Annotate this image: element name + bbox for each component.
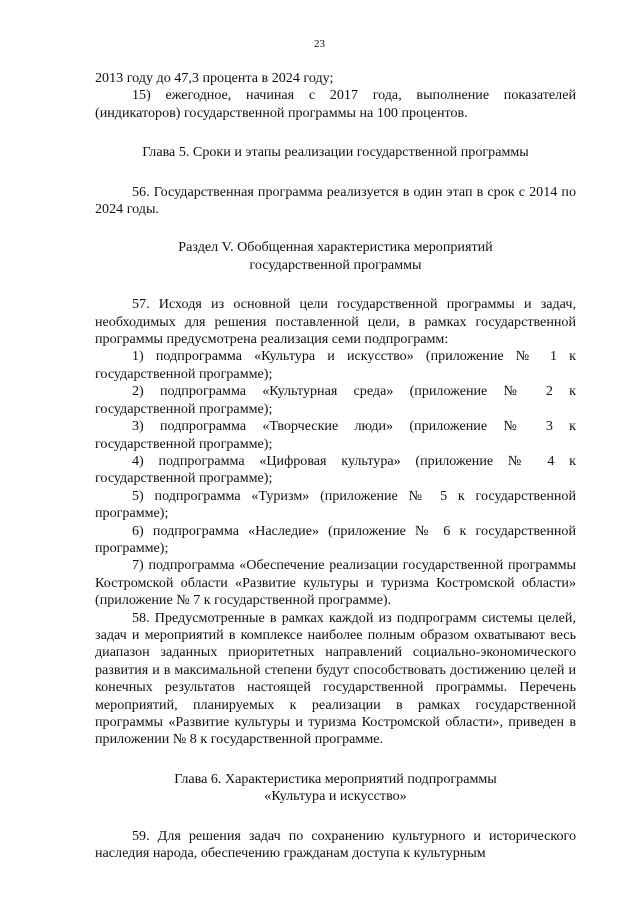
- paragraph-59: 59. Для решения задач по сохранению культурного и исторического наследия народа, обеспечению гражданам доступа к культурным: [95, 827, 576, 862]
- list-item-5: 5) подпрограмма «Туризм» (приложение № 5 к государственной программе);: [95, 487, 576, 522]
- paragraph-56: 56. Государственная программа реализуется в один этап в срок с 2014 по 2024 годы.: [95, 183, 576, 218]
- page-number: 23: [314, 38, 325, 50]
- list-item-6: 6) подпрограмма «Наследие» (приложение № 6 к государственной программе);: [95, 522, 576, 556]
- list-item-1: 1) подпрограмма «Культура и искусство» (приложение № 1 к государственной программе);: [95, 348, 576, 382]
- section-v-heading-line-2: государственной программы: [249, 256, 422, 273]
- list-item-4: 4) подпрограмма «Цифровая культура» (приложение № 4 к государственной программе);: [95, 452, 576, 487]
- paragraph-58: 58. Предусмотренные в рамках каждой из подпрограмм системы целей, задач и мероприятий в комплексе наиболее полным образом охватывают весь диапазон заданных приоритетных направлений социально-экономического развития и в максимальной степени будут способствовать достижению целей и конечных результатов настоящей государственной программы. Перечень мероприятий, планируемых к реализации в рамках государственной программы «Развитие культуры и туризма Костромской области», приведен в приложении № 8 к государственной программе.: [95, 609, 576, 748]
- list-item-7: 7) подпрограмма «Обеспечение реализации государственной программы Костромской области «Развитие культуры и туризма Костромской области» (приложение № 7 к государственной программе).: [95, 557, 576, 609]
- list-item-3: 3) подпрограмма «Творческие люди» (приложение № 3 к государственной программе);: [95, 418, 576, 452]
- paragraph-continuation: 2013 году до 47,3 процента в 2024 году;: [95, 70, 334, 86]
- document-body: [95, 70, 576, 862]
- paragraph-57: 57. Исходя из основной цели государственной программы и задач, необходимых для решения поставленной цели, в рамках государственной программы предусмотрена реализация семи подпрограмм:: [95, 296, 576, 348]
- chapter-6-heading-line-1: Глава 6. Характеристика мероприятий подпрограммы: [174, 770, 497, 787]
- chapter-6-heading-line-2: «Культура и искусство»: [264, 788, 407, 805]
- section-v-heading-line-1: Раздел V. Обобщенная характеристика мероприятий: [178, 239, 493, 256]
- paragraph-item-15: 15) ежегодное, начиная с 2017 года, выполнение показателей (индикаторов) государственной программы на 100 процентов.: [95, 87, 576, 121]
- chapter-5-heading: Глава 5. Сроки и этапы реализации государственной программы: [142, 144, 529, 161]
- list-item-2: 2) подпрограмма «Культурная среда» (приложение № 2 к государственной программе);: [95, 383, 576, 417]
